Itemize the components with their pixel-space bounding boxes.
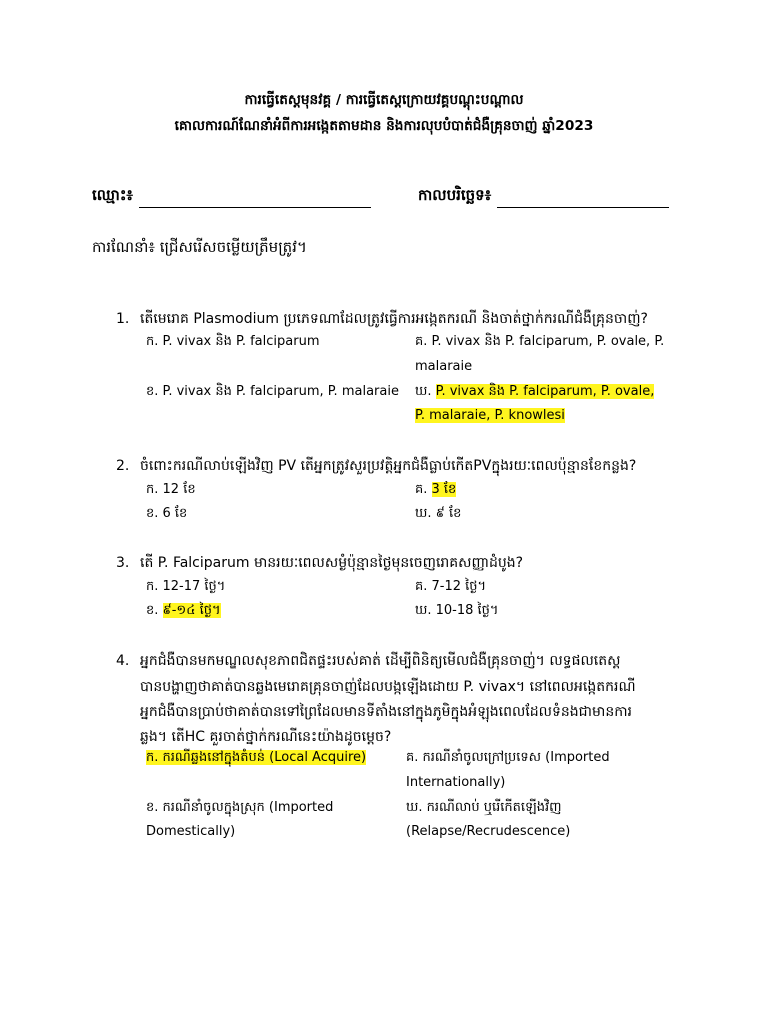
date-label: កាលបរិច្ឆេទ៖: [418, 186, 492, 204]
option-b[interactable]: ខ. 6 ខែ: [146, 506, 188, 521]
option-a[interactable]: [146, 746, 366, 770]
option-d-continued: [415, 404, 565, 428]
option-d-continued: (Relapse/Recrudescence): [406, 824, 571, 839]
question-text: តើ P. Falciparum មានរយៈពេលសម្ងំប៉ុន្មានថ្ងៃមុនចេញរោគសញ្ញាដំបូង?: [140, 555, 524, 571]
instruction-text: ការណែនាំ៖ ជ្រើសរើសចម្លើយត្រឹមត្រូវ។: [92, 238, 307, 256]
option-d[interactable]: ឃ. ៩ ខែ: [415, 506, 462, 521]
highlighted-answer: P. vivax និង P. falciparum, P. ovale,: [435, 384, 655, 399]
question-text-line-4: ឆ្លង។ តើHC គួរចាត់ថ្នាក់ករណីនេះយ៉ាងដូចម្តេច?: [140, 729, 392, 745]
option-d[interactable]: ឃ. ករណីលាប់ ឬរើកើតឡើងវិញ: [406, 800, 562, 815]
option-b[interactable]: [146, 599, 221, 623]
option-c[interactable]: គ. 7-12 ថ្ងៃ។: [415, 579, 487, 594]
option-b-continued: Domestically): [146, 824, 236, 839]
highlighted-answer: ក. ករណីឆ្លងនៅក្នុងតំបន់ (Local Acquire): [146, 750, 367, 765]
option-a[interactable]: ក. P. vivax និង P. falciparum: [146, 334, 320, 349]
name-field[interactable]: [92, 186, 371, 208]
option-c[interactable]: គ. P. vivax និង P. falciparum, P. ovale, P.: [415, 334, 665, 349]
date-field[interactable]: [418, 186, 669, 208]
question-number: 4.: [116, 653, 130, 669]
name-label: ឈ្មោះ៖: [92, 186, 134, 204]
option-b[interactable]: ខ. ករណីនាំចូលក្នុងស្រុក (Imported: [146, 800, 334, 815]
question-number: 3.: [116, 555, 130, 571]
option-prefix: ឃ.: [415, 384, 432, 399]
question-text-line-3: អ្នកជំងឺបានប្រាប់ថាគាត់បានទៅព្រៃដែលមានទីតាំងនៅក្នុងភូមិក្នុងអំឡុងពេលដែលទំនងជាមានការ: [140, 704, 632, 720]
option-b[interactable]: ខ. P. vivax និង P. falciparum, P. malaraie: [146, 384, 399, 399]
question-text: ចំពោះករណីលាប់ឡើងវិញ PV តើអ្នកត្រូវសួរប្រវត្តិអ្នកជំងឺធ្លាប់កើតPVក្នុងរយៈពេលប៉ុន្មានខែកន្លង?: [140, 458, 637, 474]
page-subtitle: គោលការណ៍ណែនាំអំពីការអង្កេតតាមដាន និងការលុបបំបាត់ជំងឺគ្រុនចាញ់ ឆ្នាំ2023: [174, 118, 594, 134]
highlighted-answer-continued: P. malaraie, P. knowlesi: [415, 408, 565, 423]
option-prefix: ខ.: [146, 603, 159, 618]
option-c[interactable]: គ. ករណីនាំចូលក្រៅប្រទេស (Imported: [406, 750, 610, 765]
option-c-continued: Internationally): [406, 775, 506, 790]
question-number: 2.: [116, 458, 130, 474]
option-d[interactable]: ឃ. 10-18 ថ្ងៃ។: [415, 603, 499, 618]
question-number: 1.: [116, 311, 130, 327]
option-c[interactable]: [415, 478, 456, 502]
option-prefix: គ.: [415, 482, 428, 497]
option-a[interactable]: ក. 12 ខែ: [146, 482, 196, 497]
date-blank-line[interactable]: [497, 193, 669, 208]
question-text-line-2: បានបង្ហាញថាគាត់បានឆ្លងមេរោគគ្រុនចាញ់ដែលបង្កឡើងដោយ P. vivax។ នៅពេលអង្កេតករណី: [140, 679, 636, 695]
page-title: ការធ្វើតេស្តមុនវគ្គ / ការធ្វើតេស្តក្រោយវគ្គបណ្តុះបណ្តាល: [244, 92, 524, 108]
highlighted-answer: 3 ខែ: [431, 482, 457, 497]
question-text-line-1: អ្នកជំងឺបានមកមណ្ឌលសុខភាពជិតផ្ទះរបស់គាត់ ដើម្បីពិនិត្យមើលជំងឺគ្រុនចាញ់។ លទ្ធផលតេស្ត: [140, 653, 621, 669]
option-a[interactable]: ក. 12-17 ថ្ងៃ។: [146, 579, 226, 594]
question-text: តើមេរោគ Plasmodium ប្រភេទណាដែលត្រូវធ្វើការអង្កេតករណី និងចាត់ថ្នាក់ករណីជំងឺគ្រុនចាញ់?: [140, 311, 648, 327]
highlighted-answer: ៩-១៤ ថ្ងៃ។: [162, 603, 221, 618]
option-c-continued: malaraie: [415, 359, 473, 374]
name-blank-line[interactable]: [139, 193, 371, 208]
option-d[interactable]: [415, 380, 654, 404]
